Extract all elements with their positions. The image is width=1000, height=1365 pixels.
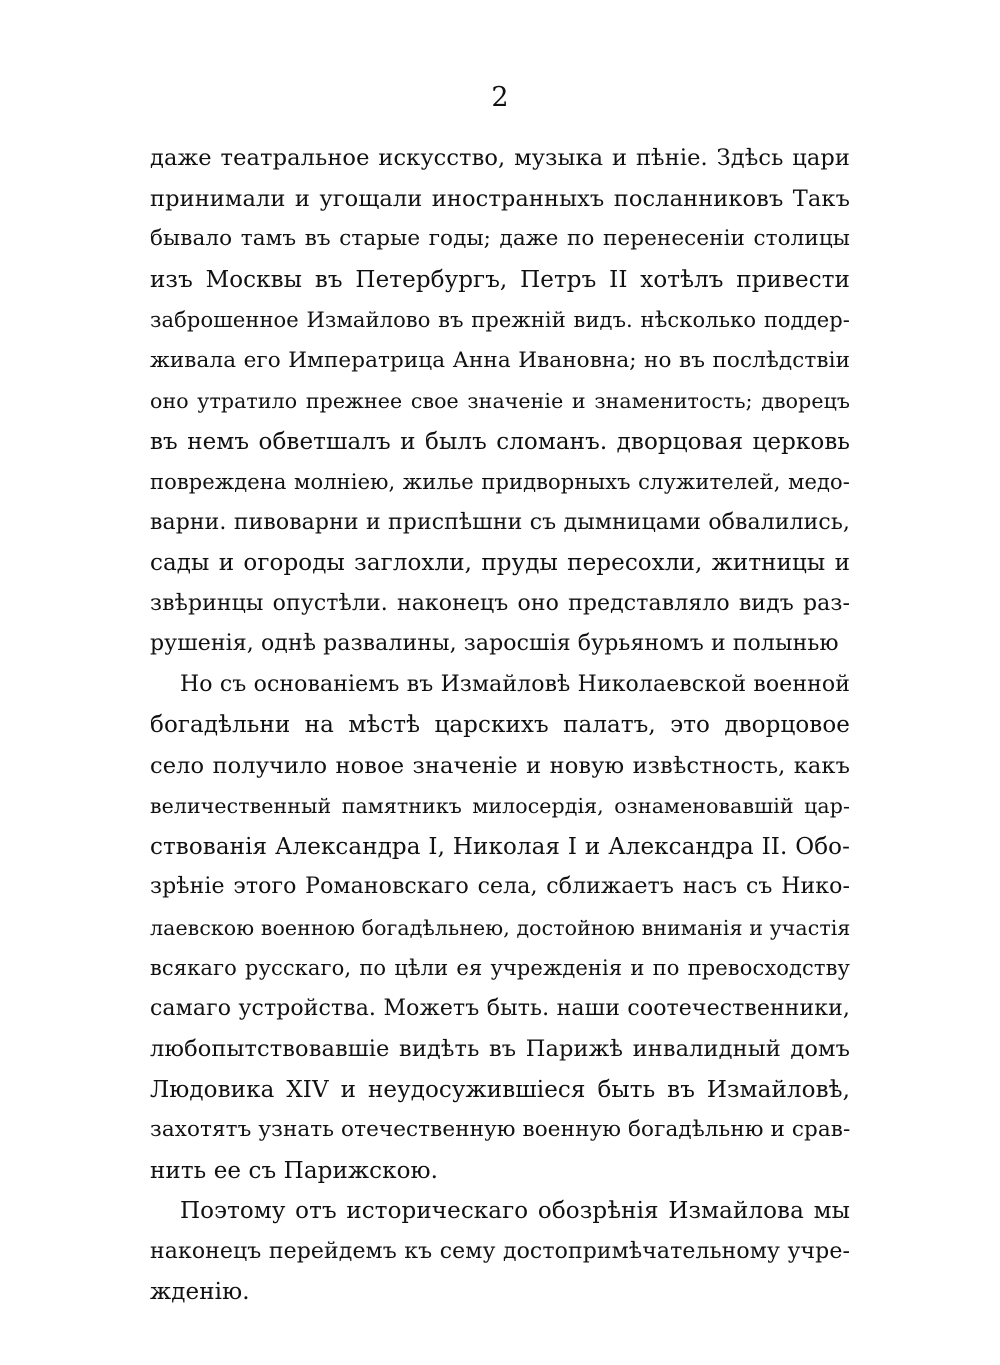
body-text [150,138,850,1313]
text-line: въ немъ обветшалъ и былъ сломанъ. дворцовая церковь [150,428,850,455]
text-line: даже театральное искусство, музыка и пѣніе. Здѣсь цари [150,145,850,171]
text-line: сады и огороды заглохли, пруды пересохли, житницы и [150,550,850,576]
text-line: всякаго русскаго, по цѣли ея учрежденія и по превосходству [150,956,850,980]
text-line: живала его Императрица Анна Ивановна; но въ послѣдствіи [150,347,850,373]
text-line: нить ее съ Парижскою. [150,1157,439,1184]
text-line: заброшенное Измайлово въ прежній видъ. нѣсколько поддер- [150,308,850,332]
text-line: жденію. [150,1279,250,1305]
text-line: Поэтому отъ историческаго обозрѣнія Измайлова мы [180,1198,850,1224]
text-line: захотятъ узнать отечественную военную богадѣльню и срав- [150,1117,851,1142]
text-line: оно утратило прежнее свое значеніе и знаменитость; дворецъ [150,389,850,413]
text-line: Людовика XIV и неудосужившіеся быть въ Измайловѣ, [150,1076,850,1103]
text-line: величественный памятникъ милосердія, ознаменовавшій цар- [150,794,850,818]
text-line: звѣринцы опустѣли. наконецъ оно представляло видъ раз- [150,590,850,616]
text-line: Но съ основаніемъ въ Измайловѣ Николаевской военной [180,671,850,697]
text-line: зрѣніе этого Романовскаго села, сближаетъ насъ съ Нико- [150,874,850,899]
text-line: село получило новое значеніе и новую извѣстность, какъ [150,752,850,779]
text-line: любопытствовавшіе видѣть въ Парижѣ инвалидный домъ [150,1036,850,1062]
text-line: наконецъ перейдемъ къ сему достопримѣчательному учре- [150,1238,850,1264]
page-number: 2 [491,82,509,113]
text-line: бывало тамъ въ старые годы; даже по перенесеніи столицы [150,226,850,251]
text-line: рушенія, однѣ развалины, заросшія бурьяномъ и полынью [150,631,839,656]
text-line: ствованія Александра I, Николая I и Александра II. Обо- [150,833,850,860]
text-line: изъ Москвы въ Петербургъ, Петръ II хотѣлъ привести [150,266,850,293]
text-line: лаевскою военною богадѣльнею, достойною вниманія и участія [150,915,851,940]
text-line: повреждена молніею, жилье придворныхъ служителей, медо- [150,470,850,494]
text-line: самаго устройства. Можетъ быть. наши соотечественники, [150,995,850,1021]
text-line: богадѣльни на мѣстѣ царскихъ палатъ, это дворцовое [150,712,850,738]
text-line: принимали и угощали иностранныхъ посланниковъ Такъ [150,185,850,212]
text-line: варни. пивоварни и приспѣшни съ дымницами обвалились, [150,509,850,535]
